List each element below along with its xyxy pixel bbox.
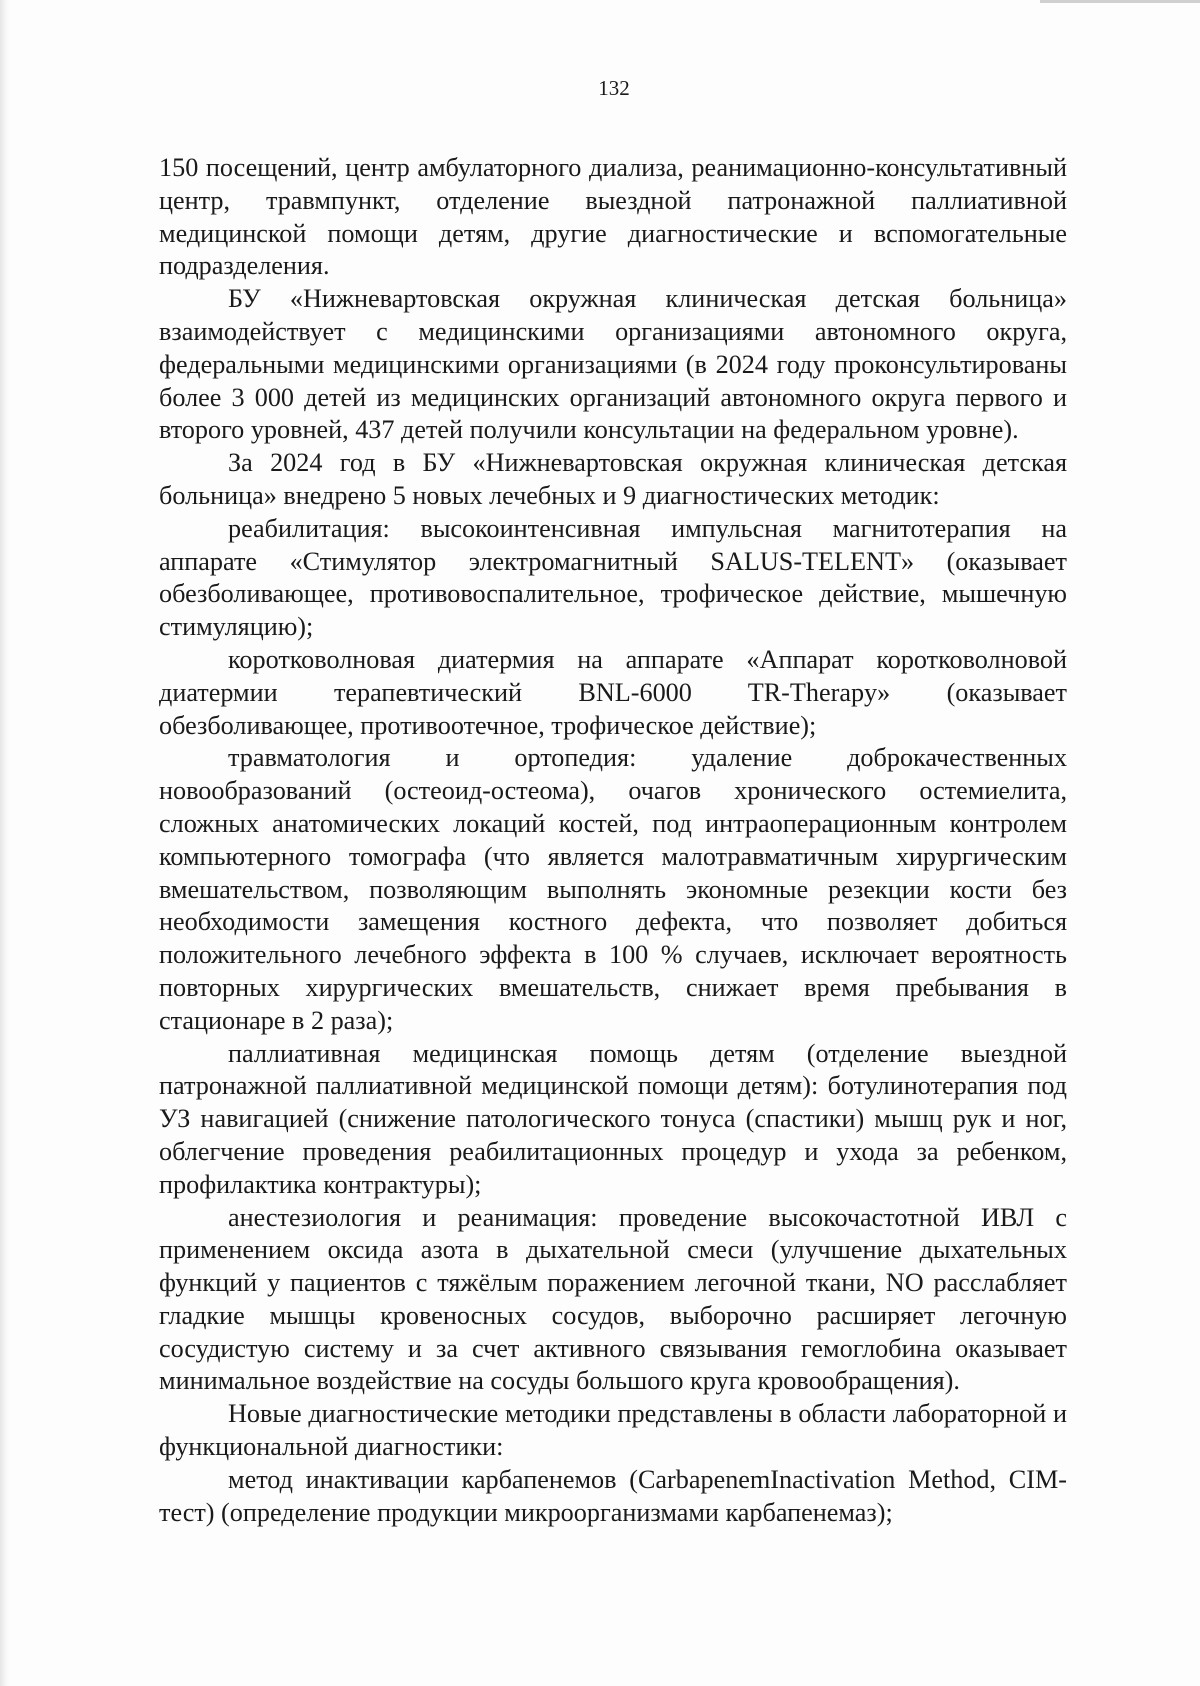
paragraph-new-methods-intro: За 2024 год в БУ «Нижневартовская окружная клиническая детская больница» внедрено 5 новых лечебных и 9 диагностических методик:	[159, 448, 1067, 510]
page-number: 132	[598, 76, 630, 100]
paragraph-anesthesiology: анестезиология и реанимация: проведение высокочастотной ИВЛ с применением оксида азота в дыхательной смеси (улучшение дыхательных функций у пациентов с тяжёлым поражением легочной ткани, NO расслабляет гладкие мышцы кровеносных сосудов, выборочно расширяет легочную сосудистую систему и за счет активного связывания гемоглобина оказывает минимальное воздействие на сосуды большого круга кровообращения).	[159, 1202, 1067, 1396]
paragraph-traumatology: травматология и ортопедия: удаление доброкачественных новообразований (остеоид-остеома), очагов хронического остемиелита, сложных анатомических локаций костей, под интраоперационным контролем компьютерного томографа (что является малотравматичным хирургическим вмешательством, позволяющим выполнять экономные резекции кости без необходимости замещения костного дефекта, что позволяет добиться положительного лечебного эффекта в 100 % случаев, исключает вероятность повторных хирургических вмешательств, снижает время пребывания в стационаре в 2 раза);	[159, 743, 1067, 1035]
document-body	[159, 152, 1067, 1529]
paragraph-rehabilitation: реабилитация: высокоинтенсивная импульсная магнитотерапия на аппарате «Стимулятор электромагнитный SALUS-TELENT» (оказывает обезболивающее, противовоспалительное, трофическое действие, мышечную стимуляцию);	[159, 513, 1067, 642]
paragraph-continuation: 150 посещений, центр амбулаторного диализа, реанимационно-консультативный центр, травмпункт, отделение выездной патронажной паллиативной медицинской помощи детям, другие диагностические и вспомогательные подразделения.	[159, 153, 1067, 281]
scan-shadow-left	[0, 0, 10, 1686]
paragraph-diagnostics-intro: Новые диагностические методики представлены в области лабораторной и функциональной диагностики:	[159, 1399, 1067, 1462]
paragraph-diathermy: коротковолновая диатермия на аппарате «Аппарат коротковолновой диатермии терапевтический BNL-6000 TR-Therapy» (оказывает обезболивающее, противоотечное, трофическое действие);	[159, 644, 1067, 740]
scan-shadow-top	[1040, 0, 1200, 3]
paragraph-palliative: паллиативная медицинская помощь детям (отделение выездной патронажной паллиативной медицинской помощи детям): ботулинотерапия под УЗ навигацией (снижение патологического тонуса (спастики) мышц рук и ног, облегчение проведения реабилитационных процедур и ухода за ребенком, профилактика контрактуры);	[159, 1038, 1067, 1199]
paragraph-interaction: БУ «Нижневартовская окружная клиническая детская больница» взаимодействует с медицинскими организациями автономного округа, федеральными медицинскими организациями (в 2024 году проконсультированы более 3 000 детей из медицинских организаций автономного округа первого и второго уровней, 437 детей получили консультации на федеральном уровне).	[159, 284, 1067, 445]
paragraph-cim-test: метод инактивации карбапенемов (CarbapenemInactivation Method, CIM-тест) (определение продукции микроорганизмами карбапенемаз);	[159, 1464, 1067, 1527]
